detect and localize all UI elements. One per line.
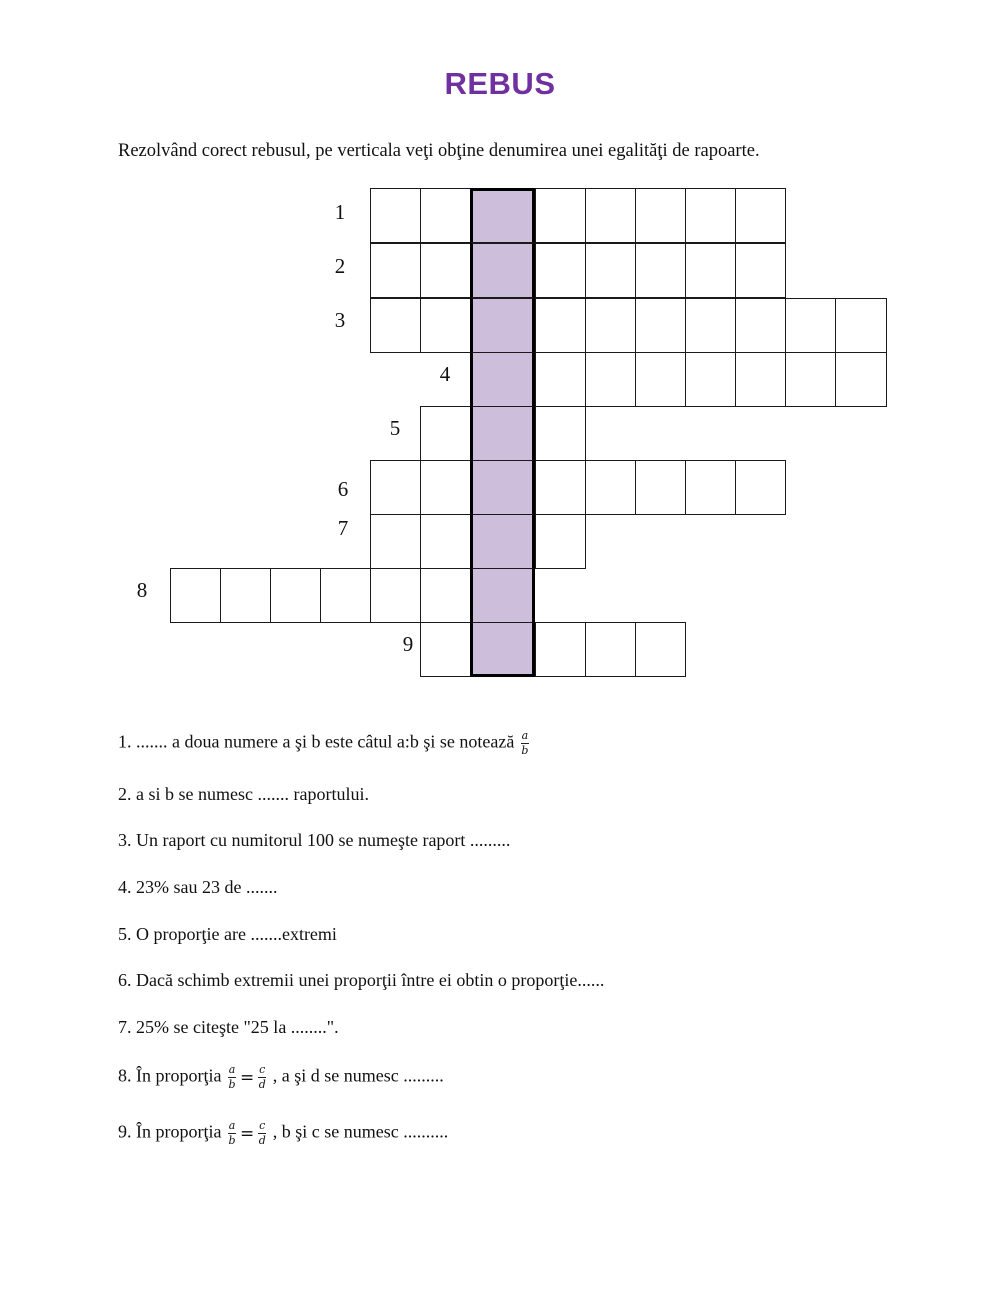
row-number: 1 (334, 200, 346, 224)
row-number: 8 (136, 578, 148, 602)
crossword-cell[interactable] (320, 568, 371, 623)
crossword-cell[interactable] (535, 298, 586, 353)
crossword-key-cell[interactable] (470, 298, 535, 353)
fraction-a-over-b: $\frac{a}{b}$ (521, 729, 529, 757)
crossword-cell[interactable] (420, 460, 471, 515)
crossword-cell[interactable] (420, 514, 471, 569)
crossword-cell[interactable] (735, 243, 786, 298)
crossword-key-cell[interactable] (470, 243, 535, 298)
crossword-cell[interactable] (585, 298, 636, 353)
crossword-cell[interactable] (535, 188, 586, 243)
intro-text: Rezolvând corect rebusul, pe verticala veţi obţine denumirea unei egalităţi de rapoarte. (118, 141, 760, 161)
crossword-cell[interactable] (370, 568, 421, 623)
crossword-cell[interactable] (635, 188, 686, 243)
fraction-c-over-d: $\frac{c}{d}$ (258, 1063, 266, 1091)
crossword-cell[interactable] (535, 406, 586, 461)
crossword-cell[interactable] (585, 460, 636, 515)
row-number: 4 (439, 362, 451, 386)
crossword-cell[interactable] (370, 243, 421, 298)
crossword-cell[interactable] (270, 568, 321, 623)
crossword-cell[interactable] (685, 188, 736, 243)
crossword-cell[interactable] (420, 188, 471, 243)
crossword-cell[interactable] (420, 243, 471, 298)
clue-8: 8. În proporţia $\frac{a}{b}$ = $\frac{c}{d}$ , a şi d se numesc ......... (118, 1063, 444, 1091)
crossword-cell[interactable] (785, 352, 836, 407)
crossword-cell[interactable] (585, 188, 636, 243)
crossword-cell[interactable] (685, 243, 736, 298)
crossword-cell[interactable] (635, 243, 686, 298)
row-number: 7 (337, 516, 349, 540)
crossword-cell[interactable] (735, 460, 786, 515)
crossword-cell[interactable] (370, 298, 421, 353)
crossword-cell[interactable] (835, 298, 887, 353)
crossword-cell[interactable] (785, 298, 836, 353)
crossword-cell[interactable] (635, 352, 686, 407)
crossword-cell[interactable] (585, 622, 636, 677)
crossword-cell[interactable] (685, 298, 736, 353)
crossword-cell[interactable] (535, 622, 586, 677)
clue-3: 3. Un raport cu numitorul 100 se numeşte raport ......... (118, 830, 511, 850)
row-number: 6 (337, 477, 349, 501)
crossword-cell[interactable] (535, 352, 586, 407)
clue-4: 4. 23% sau 23 de ....... (118, 877, 278, 897)
crossword-cell[interactable] (420, 568, 471, 623)
crossword-key-cell[interactable] (470, 568, 535, 623)
crossword-cell[interactable] (420, 622, 471, 677)
crossword-cell[interactable] (735, 298, 786, 353)
fraction-a-over-b: $\frac{a}{b}$ (228, 1119, 236, 1147)
row-number: 5 (389, 416, 401, 440)
crossword-cell[interactable] (370, 460, 421, 515)
crossword-cell[interactable] (685, 460, 736, 515)
crossword-key-cell[interactable] (470, 622, 535, 677)
crossword-cell[interactable] (370, 188, 421, 243)
crossword-key-cell[interactable] (470, 352, 535, 407)
crossword-cell[interactable] (685, 352, 736, 407)
clue-1 (118, 730, 531, 757)
crossword-cell[interactable] (220, 568, 271, 623)
fraction-a-over-b: $\frac{a}{b}$ (228, 1063, 236, 1091)
crossword-cell[interactable] (535, 514, 586, 569)
row-number: 3 (334, 308, 346, 332)
crossword-key-cell[interactable] (470, 188, 535, 243)
crossword-cell[interactable] (635, 298, 686, 353)
clue-6: 6. Dacă schimb extremii unei proporţii între ei obtin o proporţie...... (118, 970, 605, 990)
clue-2: 2. a si b se numesc ....... raportului. (118, 784, 369, 804)
row-number: 9 (402, 632, 414, 656)
crossword-cell[interactable] (370, 514, 421, 569)
crossword-cell[interactable] (735, 188, 786, 243)
crossword-cell[interactable] (735, 352, 786, 407)
crossword-cell[interactable] (420, 298, 471, 353)
clue-text: 1. ....... a doua numere a şi b este câtul a:b şi se notează (118, 731, 515, 752)
crossword-cell[interactable] (635, 460, 686, 515)
crossword-cell[interactable] (170, 568, 221, 623)
page-title: REBUS (444, 66, 556, 101)
crossword-cell[interactable] (535, 460, 586, 515)
crossword-cell[interactable] (420, 406, 471, 461)
crossword-key-cell[interactable] (470, 460, 535, 515)
crossword-cell[interactable] (585, 243, 636, 298)
clue-9: 9. În proporţia $\frac{a}{b}$ = $\frac{c}{d}$ , b şi c se numesc .......... (118, 1119, 449, 1147)
crossword-cell[interactable] (835, 352, 887, 407)
crossword-cell[interactable] (535, 243, 586, 298)
crossword-key-cell[interactable] (470, 514, 535, 569)
row-number: 2 (334, 254, 346, 278)
crossword-cell[interactable] (585, 352, 636, 407)
clue-7: 7. 25% se citeşte "25 la ........". (118, 1017, 339, 1037)
clue-5: 5. O proporţie are .......extremi (118, 924, 337, 944)
crossword-key-cell[interactable] (470, 406, 535, 461)
crossword-cell[interactable] (635, 622, 686, 677)
fraction-c-over-d: $\frac{c}{d}$ (258, 1119, 266, 1147)
